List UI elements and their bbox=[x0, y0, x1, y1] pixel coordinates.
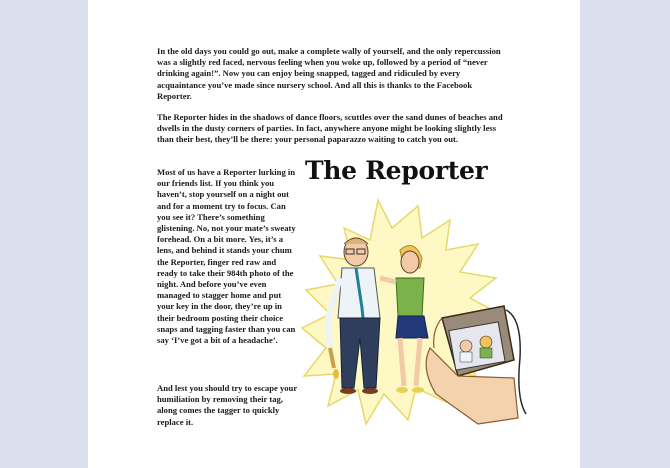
camera-screen-photo-icon bbox=[449, 322, 505, 370]
article-title: The Reporter bbox=[305, 156, 488, 185]
paragraph-friends-list: Most of us have a Reporter lurking in our friends list. If you think you haven’t, stop yourself on a night out and for a moment try to focus. Can you see it? There’s something glistening. No, not your mate’s sweaty forehead. On a bit more. Yes, it’s a lens, and behind it stands your chum the Reporter, finger red raw and ready to take their 984th photo of the night. And before you’ve even managed to stagger home and put your key in the door, they’re up in their bedroom posting their choice snaps and tagging faster than you can say ‘I’ve got a bit of a headache’. bbox=[157, 167, 296, 346]
reporter-illustration bbox=[300, 198, 530, 432]
document-page bbox=[88, 0, 580, 468]
intro-paragraph: In the old days you could go out, make a complete wally of yourself, and the only repercussion was a slightly red faced, nervous feeling when you woke up, followed by a period of “never drinking again!”. Now you can enjoy being snapped, tagged and ridiculed by every acquaintance you’ve made since nursery school. And all this is thanks to the Facebook Reporter. bbox=[157, 46, 501, 101]
paragraph-remove-tag: And lest you should try to escape your humiliation by removing their tag, along comes the tagger to quickly replace it. bbox=[157, 383, 297, 427]
paragraph-reporter-hides: The Reporter hides in the shadows of dance floors, scuttles over the sand dunes of beaches and dwells in the dusty corners of parties. In fact, anywhere anyone might be looking slightly less than their best, they’ll be there: your personal paparazzo waiting to catch you out. bbox=[157, 112, 503, 145]
